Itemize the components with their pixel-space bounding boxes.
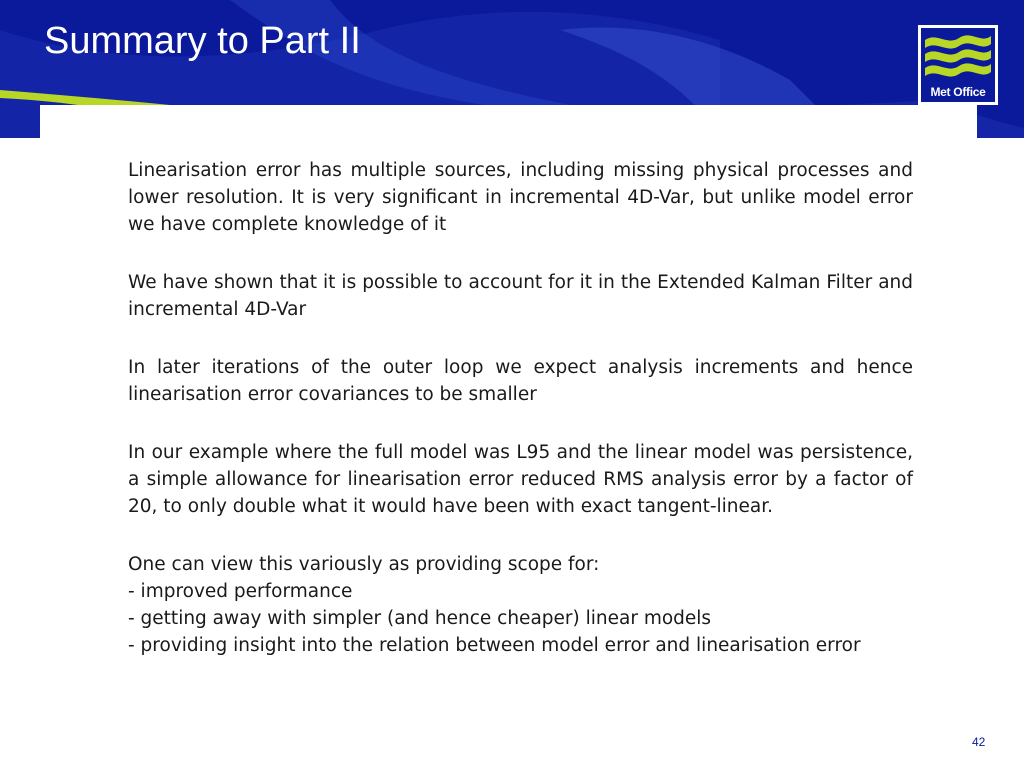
logo-mark — [921, 28, 995, 102]
scope-list — [128, 551, 913, 659]
paragraph: Linearisation error has multiple sources, including missing physical processes and lower resolution. It is very significant in incremental 4D-Var, but unlike model error we have complete knowledge of it — [128, 160, 913, 235]
list-intro: One can view this variously as providing scope for: — [128, 554, 600, 575]
paragraph: In our example where the full model was L95 and the linear model was persistence, a simple allowance for linearisation error reduced RMS analysis error by a factor of 20, to only double what it would have been with exact tangent-linear. — [128, 442, 913, 517]
paragraph: In later iterations of the outer loop we expect analysis increments and hence linearisation error covariances to be smaller — [128, 357, 913, 405]
slide-body — [128, 157, 913, 659]
met-office-logo — [918, 25, 998, 105]
logo-text: Met Office — [930, 85, 986, 99]
paragraph: We have shown that it is possible to account for it in the Extended Kalman Filter and incremental 4D-Var — [128, 272, 913, 320]
page-title: Summary to Part II — [44, 20, 361, 62]
list-item: - providing insight into the relation between model error and linearisation error — [128, 635, 861, 656]
list-item: - getting away with simpler (and hence cheaper) linear models — [128, 608, 712, 629]
list-item: - improved performance — [128, 581, 353, 602]
page-number: 42 — [972, 735, 986, 749]
